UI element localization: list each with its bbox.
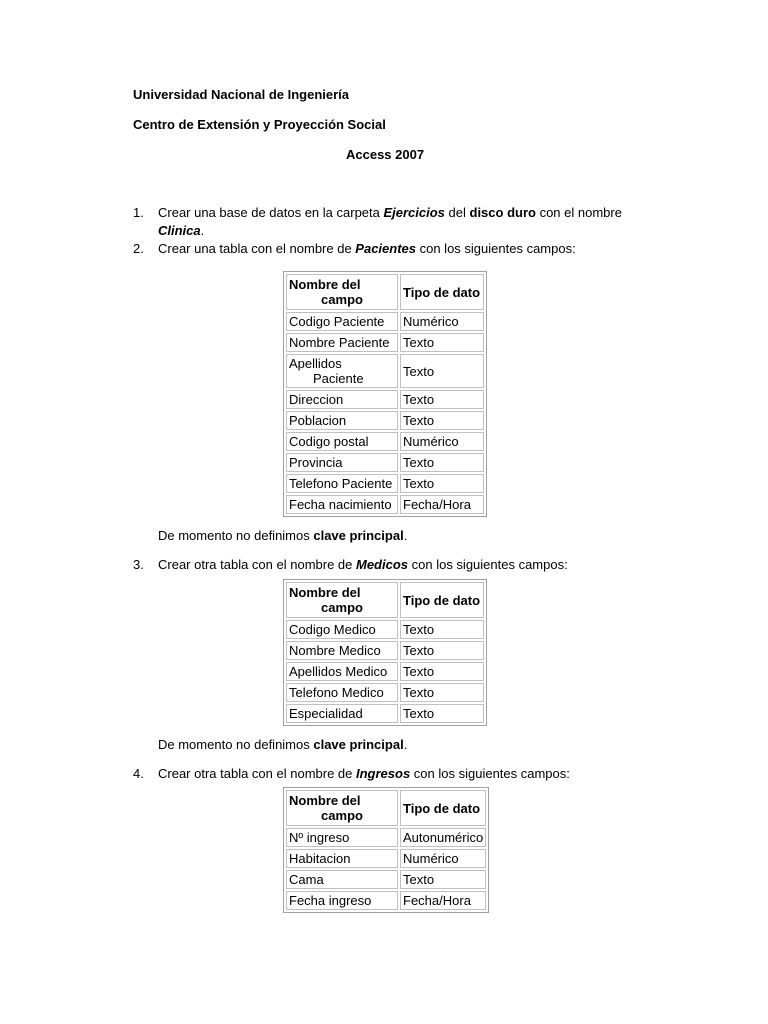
table-row	[286, 704, 484, 723]
item-number: 4.	[133, 766, 144, 781]
data-type: Fecha/Hora	[400, 495, 484, 514]
field-name: Apellidos Medico	[286, 662, 398, 681]
text-segment: con los siguientes campos:	[408, 557, 568, 572]
text-segment: con los siguientes campos:	[410, 766, 570, 781]
list-item-4	[133, 765, 653, 783]
field-name: Direccion	[286, 390, 398, 409]
field-name-line: Apellidos	[289, 356, 342, 371]
field-name: Fecha nacimiento	[286, 495, 398, 514]
header-line: Nombre del	[289, 793, 361, 808]
header-field-name	[286, 582, 398, 618]
field-name: Provincia	[286, 453, 398, 472]
field-name	[286, 354, 398, 388]
data-type: Numérico	[400, 849, 486, 868]
table-row	[286, 312, 484, 331]
text-segment: Crear otra tabla con el nombre de	[158, 766, 356, 781]
field-name-line: Paciente	[313, 371, 364, 386]
text-segment: .	[200, 223, 205, 238]
note-primary-key	[158, 527, 407, 545]
field-name: Codigo postal	[286, 432, 398, 451]
field-name: Nº ingreso	[286, 828, 398, 847]
item-number: 2.	[133, 241, 144, 256]
university-title: Universidad Nacional de Ingeniería	[133, 87, 350, 102]
table-row	[286, 849, 486, 868]
data-type: Texto	[400, 620, 484, 639]
pacientes-table	[283, 271, 487, 517]
data-type: Fecha/Hora	[400, 891, 486, 910]
database-name: Clinica	[158, 223, 201, 238]
item-text	[158, 556, 653, 574]
header-line: campo	[321, 600, 363, 615]
table-name: Ingresos	[356, 766, 411, 781]
text-bold: clave principal	[313, 528, 404, 543]
field-name: Nombre Medico	[286, 641, 398, 660]
center-title: Centro de Extensión y Proyección Social	[133, 117, 386, 132]
data-type: Autonumérico	[400, 828, 486, 847]
field-name: Codigo Paciente	[286, 312, 398, 331]
table-row	[286, 828, 486, 847]
data-type: Texto	[400, 411, 484, 430]
item-text	[158, 240, 653, 258]
header-field-name	[286, 790, 398, 826]
header-data-type: Tipo de dato	[400, 582, 484, 618]
course-title: Access 2007	[346, 147, 425, 162]
data-type: Texto	[400, 354, 484, 388]
data-type: Texto	[400, 333, 484, 352]
header-data-type: Tipo de dato	[400, 790, 486, 826]
field-name: Codigo Medico	[286, 620, 398, 639]
field-name: Cama	[286, 870, 398, 889]
field-name: Habitacion	[286, 849, 398, 868]
table-row	[286, 891, 486, 910]
item-number: 1.	[133, 205, 144, 220]
ingresos-table	[283, 787, 489, 913]
text-segment: con el nombre	[535, 205, 622, 220]
field-name: Poblacion	[286, 411, 398, 430]
drive-name: disco duro	[469, 205, 536, 220]
data-type: Texto	[400, 453, 484, 472]
text-segment: De momento no definimos	[158, 528, 314, 543]
text-segment: del	[444, 205, 470, 220]
table-row	[286, 870, 486, 889]
table-row	[286, 432, 484, 451]
header-line: campo	[321, 808, 363, 823]
table-row	[286, 411, 484, 430]
list-item-2	[133, 240, 653, 258]
data-type: Texto	[400, 390, 484, 409]
text-segment: con los siguientes campos:	[416, 241, 576, 256]
field-name: Nombre Paciente	[286, 333, 398, 352]
text-segment: .	[403, 528, 408, 543]
field-name: Telefono Medico	[286, 683, 398, 702]
header-line: campo	[321, 292, 363, 307]
field-name: Telefono Paciente	[286, 474, 398, 493]
text-segment: .	[403, 737, 408, 752]
medicos-table	[283, 579, 487, 726]
table-row	[286, 683, 484, 702]
text-bold: clave principal	[313, 737, 404, 752]
table-row	[286, 641, 484, 660]
data-type: Texto	[400, 474, 484, 493]
text-segment: Crear una tabla con el nombre de	[158, 241, 356, 256]
table-header-row	[286, 582, 484, 618]
data-type: Numérico	[400, 432, 484, 451]
data-type: Texto	[400, 870, 486, 889]
header-line: Nombre del	[289, 277, 361, 292]
item-text	[158, 765, 653, 783]
table-row	[286, 474, 484, 493]
table-name: Pacientes	[355, 241, 416, 256]
header-data-type: Tipo de dato	[400, 274, 484, 310]
table-row	[286, 495, 484, 514]
data-type: Texto	[400, 641, 484, 660]
text-segment: Crear una base de datos en la carpeta	[158, 205, 384, 220]
table-row	[286, 662, 484, 681]
item-number: 3.	[133, 557, 144, 572]
data-type: Texto	[400, 704, 484, 723]
table-header-row	[286, 274, 484, 310]
data-type: Numérico	[400, 312, 484, 331]
field-name: Fecha ingreso	[286, 891, 398, 910]
table-name: Medicos	[356, 557, 409, 572]
table-header-row	[286, 790, 486, 826]
folder-name: Ejercicios	[383, 205, 445, 220]
list-item-1	[133, 204, 653, 240]
data-type: Texto	[400, 662, 484, 681]
text-segment: Crear otra tabla con el nombre de	[158, 557, 356, 572]
text-segment: De momento no definimos	[158, 737, 314, 752]
table-row	[286, 620, 484, 639]
data-type: Texto	[400, 683, 484, 702]
header-line: Nombre del	[289, 585, 361, 600]
table-row	[286, 453, 484, 472]
note-primary-key	[158, 736, 407, 754]
list-item-3	[133, 556, 653, 574]
item-text	[158, 204, 653, 240]
header-field-name	[286, 274, 398, 310]
table-row	[286, 354, 484, 388]
field-name: Especialidad	[286, 704, 398, 723]
table-row	[286, 390, 484, 409]
table-row	[286, 333, 484, 352]
